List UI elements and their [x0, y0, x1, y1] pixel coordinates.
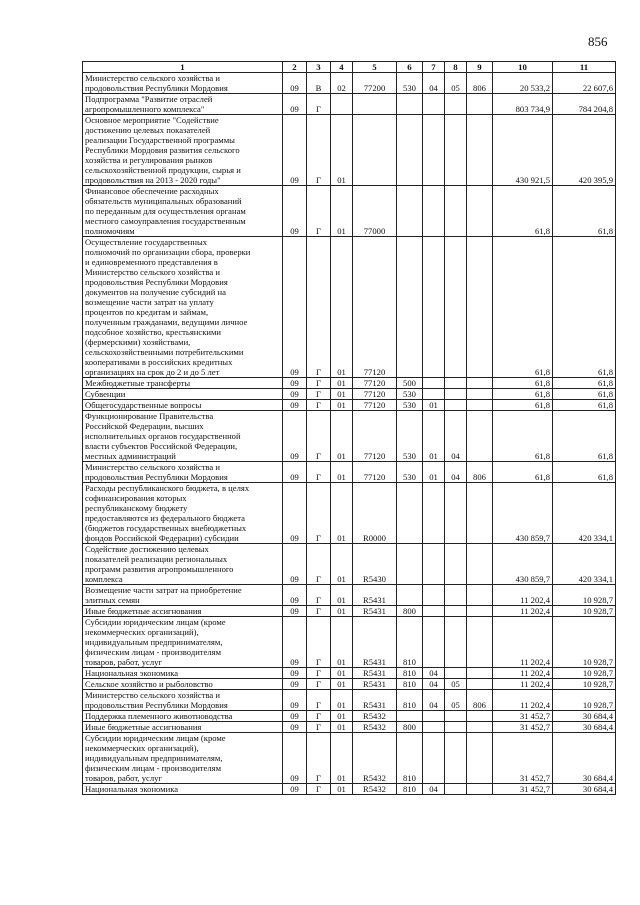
col8-cell	[445, 585, 467, 606]
col8-cell	[445, 784, 467, 795]
col9-cell	[467, 389, 493, 400]
col6-cell: 800	[397, 722, 423, 733]
col6-cell: 810	[397, 784, 423, 795]
page-number: 856	[588, 34, 608, 49]
amount-col10: 11 202,4	[493, 585, 553, 606]
amount-col11: 61,8	[553, 400, 616, 411]
col3-cell: Г	[307, 690, 331, 711]
amount-col11: 10 928,7	[553, 617, 616, 668]
col4-cell: 01	[331, 237, 353, 378]
col2-cell: 09	[283, 544, 307, 585]
col5-cell: R0000	[353, 483, 397, 544]
col3-cell: Г	[307, 411, 331, 462]
table-row	[83, 186, 616, 237]
col8-cell	[445, 94, 467, 115]
col7-cell: 04	[423, 679, 445, 690]
col7-cell: 01	[423, 462, 445, 483]
col8-cell	[445, 115, 467, 186]
table-row	[83, 237, 616, 378]
table-row	[83, 389, 616, 400]
col8-cell	[445, 733, 467, 784]
amount-col11: 30 684,4	[553, 784, 616, 795]
col6-cell	[397, 483, 423, 544]
col3-cell: Г	[307, 483, 331, 544]
col8-cell	[445, 186, 467, 237]
col7-cell	[423, 94, 445, 115]
col4-cell: 01	[331, 115, 353, 186]
col5-cell	[353, 115, 397, 186]
col7-cell	[423, 237, 445, 378]
row-name: Финансовое обеспечение расходных обязательств муниципальных образований по переданным для осуществления органам местного самоуправления государственным полномочиям	[83, 186, 283, 237]
col9-cell	[467, 115, 493, 186]
table-row	[83, 115, 616, 186]
col3-cell: Г	[307, 186, 331, 237]
col3-cell: Г	[307, 115, 331, 186]
col5-cell: R5430	[353, 544, 397, 585]
header-cell: 4	[331, 62, 353, 73]
col4-cell: 01	[331, 544, 353, 585]
col7-cell: 04	[423, 690, 445, 711]
col5-cell: R5431	[353, 679, 397, 690]
row-name: Расходы республиканского бюджета, в целях софинансирования которых республиканскому бюджету предоставляются из федерального бюджета (бюджетов государственных внебюджетных фондов Российской Федерации) субсидии	[83, 483, 283, 544]
amount-col11: 30 684,4	[553, 722, 616, 733]
amount-col10: 31 452,7	[493, 711, 553, 722]
table-row	[83, 733, 616, 784]
col3-cell: Г	[307, 237, 331, 378]
row-name: Национальная экономика	[83, 784, 283, 795]
col6-cell: 810	[397, 679, 423, 690]
col6-cell: 810	[397, 617, 423, 668]
col7-cell	[423, 585, 445, 606]
amount-col10: 31 452,7	[493, 722, 553, 733]
col8-cell	[445, 544, 467, 585]
col6-cell: 530	[397, 389, 423, 400]
col9-cell	[467, 544, 493, 585]
col2-cell: 09	[283, 585, 307, 606]
amount-col10: 61,8	[493, 400, 553, 411]
col7-cell	[423, 389, 445, 400]
row-name: Содействие достижению целевых показателей реализации региональных программ развития агропромышленного комплекса	[83, 544, 283, 585]
amount-col11: 61,8	[553, 411, 616, 462]
table-row	[83, 544, 616, 585]
amount-col10: 31 452,7	[493, 784, 553, 795]
amount-col10: 61,8	[493, 462, 553, 483]
col6-cell	[397, 115, 423, 186]
col2-cell: 09	[283, 784, 307, 795]
col7-cell: 04	[423, 784, 445, 795]
amount-col11: 61,8	[553, 389, 616, 400]
amount-col10: 61,8	[493, 186, 553, 237]
col5-cell: 77000	[353, 186, 397, 237]
col8-cell	[445, 722, 467, 733]
amount-col10: 430 859,7	[493, 483, 553, 544]
col9-cell	[467, 237, 493, 378]
table-row	[83, 711, 616, 722]
col2-cell: 09	[283, 668, 307, 679]
row-name: Иные бюджетные ассигнования	[83, 722, 283, 733]
table-row	[83, 784, 616, 795]
col3-cell: Г	[307, 606, 331, 617]
col5-cell: R5432	[353, 733, 397, 784]
col5-cell: R5432	[353, 711, 397, 722]
amount-col11: 61,8	[553, 186, 616, 237]
col6-cell: 810	[397, 668, 423, 679]
col6-cell	[397, 585, 423, 606]
col8-cell	[445, 400, 467, 411]
col2-cell: 09	[283, 186, 307, 237]
row-name: Министерство сельского хозяйства и продовольствия Республики Мордовия	[83, 73, 283, 94]
col3-cell: Г	[307, 400, 331, 411]
col4-cell: 01	[331, 668, 353, 679]
col5-cell: 77120	[353, 237, 397, 378]
amount-col11: 22 607,6	[553, 73, 616, 94]
col9-cell	[467, 186, 493, 237]
col3-cell: В	[307, 73, 331, 94]
table-row	[83, 400, 616, 411]
col2-cell: 09	[283, 400, 307, 411]
col8-cell	[445, 389, 467, 400]
row-name: Сельское хозяйство и рыболовство	[83, 679, 283, 690]
col3-cell: Г	[307, 722, 331, 733]
row-name: Поддержка племенного животноводства	[83, 711, 283, 722]
col9-cell: 806	[467, 73, 493, 94]
col9-cell	[467, 617, 493, 668]
col3-cell: Г	[307, 544, 331, 585]
col3-cell: Г	[307, 378, 331, 389]
col9-cell	[467, 585, 493, 606]
col7-cell	[423, 606, 445, 617]
col5-cell: R5431	[353, 690, 397, 711]
row-name: Функционирование Правительства Российской Федерации, высших исполнительных органов государственной власти субъектов Российской Федерации, местных администраций	[83, 411, 283, 462]
col4-cell: 01	[331, 378, 353, 389]
amount-col11: 10 928,7	[553, 585, 616, 606]
col5-cell: 77120	[353, 411, 397, 462]
col9-cell	[467, 733, 493, 784]
col5-cell	[353, 94, 397, 115]
col5-cell: R5431	[353, 585, 397, 606]
col6-cell	[397, 711, 423, 722]
col8-cell: 05	[445, 690, 467, 711]
amount-col10: 20 533,2	[493, 73, 553, 94]
amount-col10: 11 202,4	[493, 606, 553, 617]
col3-cell: Г	[307, 585, 331, 606]
col9-cell	[467, 411, 493, 462]
col6-cell: 530	[397, 400, 423, 411]
amount-col10: 803 734,9	[493, 94, 553, 115]
col6-cell: 530	[397, 462, 423, 483]
col4-cell	[331, 94, 353, 115]
col6-cell: 810	[397, 690, 423, 711]
row-name: Иные бюджетные ассигнования	[83, 606, 283, 617]
header-cell: 10	[493, 62, 553, 73]
col4-cell: 01	[331, 585, 353, 606]
header-cell: 1	[83, 62, 283, 73]
col8-cell	[445, 483, 467, 544]
col2-cell: 09	[283, 115, 307, 186]
col4-cell: 01	[331, 679, 353, 690]
col3-cell: Г	[307, 617, 331, 668]
amount-col10: 11 202,4	[493, 668, 553, 679]
col7-cell	[423, 483, 445, 544]
col6-cell: 500	[397, 378, 423, 389]
header-cell: 6	[397, 62, 423, 73]
col7-cell	[423, 711, 445, 722]
col5-cell: R5431	[353, 617, 397, 668]
row-name: Основное мероприятие "Содействие достижению целевых показателей реализации Государственной программы Республики Мордовия развития сельского хозяйства и регулирования рынков сельскохозяйственной продукции, сырья и продовольствия на 2013 - 2020 годы"	[83, 115, 283, 186]
col7-cell	[423, 378, 445, 389]
table-row	[83, 668, 616, 679]
col2-cell: 09	[283, 617, 307, 668]
col2-cell: 09	[283, 462, 307, 483]
col3-cell: Г	[307, 389, 331, 400]
col3-cell: Г	[307, 784, 331, 795]
col8-cell: 04	[445, 462, 467, 483]
col5-cell: 77120	[353, 462, 397, 483]
col9-cell	[467, 378, 493, 389]
col7-cell	[423, 722, 445, 733]
amount-col10: 11 202,4	[493, 679, 553, 690]
row-name: Национальная экономика	[83, 668, 283, 679]
col2-cell: 09	[283, 94, 307, 115]
col4-cell: 02	[331, 73, 353, 94]
col4-cell: 01	[331, 711, 353, 722]
amount-col11: 61,8	[553, 378, 616, 389]
col4-cell: 01	[331, 784, 353, 795]
row-name: Межбюджетные трансферты	[83, 378, 283, 389]
budget-table	[82, 61, 616, 795]
row-name: Общегосударственные вопросы	[83, 400, 283, 411]
amount-col11: 10 928,7	[553, 668, 616, 679]
col8-cell	[445, 711, 467, 722]
row-name: Осуществление государственных полномочий по организации сбора, проверки и единовременного представления в Министерство сельского хозяйства и продовольствия Республики Мордовия документов на получение субсидий на возмещение части затрат на уплату процентов по кредитам и займам, полученным гражданами, ведущими личное подсобное хозяйство, крестьянскими (фермерскими) хозяйствами, сельскохозяйственными потребительскими кооперативами в российских кредитных организациях на срок до 2 и до 5 лет	[83, 237, 283, 378]
col9-cell	[467, 679, 493, 690]
table-row	[83, 679, 616, 690]
table-row	[83, 722, 616, 733]
col2-cell: 09	[283, 733, 307, 784]
col4-cell: 01	[331, 483, 353, 544]
col7-cell	[423, 733, 445, 784]
amount-col11: 30 684,4	[553, 733, 616, 784]
col4-cell: 01	[331, 411, 353, 462]
table-row	[83, 585, 616, 606]
amount-col10: 11 202,4	[493, 690, 553, 711]
amount-col10: 31 452,7	[493, 733, 553, 784]
amount-col11: 420 395,9	[553, 115, 616, 186]
col7-cell: 04	[423, 668, 445, 679]
table-row	[83, 73, 616, 94]
col5-cell: 77120	[353, 389, 397, 400]
header-row	[83, 62, 616, 73]
col8-cell	[445, 378, 467, 389]
table-row	[83, 606, 616, 617]
amount-col11: 784 204,8	[553, 94, 616, 115]
col8-cell	[445, 668, 467, 679]
col3-cell: Г	[307, 462, 331, 483]
col8-cell: 05	[445, 679, 467, 690]
col4-cell: 01	[331, 606, 353, 617]
col7-cell	[423, 186, 445, 237]
amount-col11: 30 684,4	[553, 711, 616, 722]
col9-cell: 806	[467, 462, 493, 483]
col6-cell	[397, 237, 423, 378]
col8-cell	[445, 237, 467, 378]
col9-cell	[467, 668, 493, 679]
col9-cell	[467, 711, 493, 722]
col9-cell	[467, 400, 493, 411]
amount-col10: 61,8	[493, 378, 553, 389]
amount-col11: 10 928,7	[553, 690, 616, 711]
header-cell: 3	[307, 62, 331, 73]
row-name: Субсидии юридическим лицам (кроме некоммерческих организаций), индивидуальным предпринимателям, физическим лицам - производителям товаров, работ, услуг	[83, 617, 283, 668]
col2-cell: 09	[283, 389, 307, 400]
amount-col10: 61,8	[493, 237, 553, 378]
col4-cell: 01	[331, 400, 353, 411]
row-name: Субвенции	[83, 389, 283, 400]
table-row	[83, 483, 616, 544]
col9-cell	[467, 784, 493, 795]
col6-cell	[397, 186, 423, 237]
col5-cell: R5432	[353, 784, 397, 795]
col2-cell: 09	[283, 378, 307, 389]
header-cell: 9	[467, 62, 493, 73]
col3-cell: Г	[307, 679, 331, 690]
col6-cell: 810	[397, 733, 423, 784]
table-row	[83, 617, 616, 668]
col7-cell	[423, 115, 445, 186]
col2-cell: 09	[283, 690, 307, 711]
col7-cell: 01	[423, 400, 445, 411]
amount-col10: 11 202,4	[493, 617, 553, 668]
col4-cell: 01	[331, 617, 353, 668]
col8-cell: 05	[445, 73, 467, 94]
table-row	[83, 94, 616, 115]
col5-cell: R5431	[353, 606, 397, 617]
header-cell: 8	[445, 62, 467, 73]
col6-cell: 800	[397, 606, 423, 617]
amount-col10: 430 921,5	[493, 115, 553, 186]
table-row	[83, 690, 616, 711]
col5-cell: R5431	[353, 668, 397, 679]
col4-cell: 01	[331, 462, 353, 483]
col2-cell: 09	[283, 483, 307, 544]
table-row	[83, 462, 616, 483]
amount-col10: 61,8	[493, 411, 553, 462]
col5-cell: R5432	[353, 722, 397, 733]
table-row	[83, 378, 616, 389]
col6-cell	[397, 94, 423, 115]
amount-col10: 430 859,7	[493, 544, 553, 585]
col2-cell: 09	[283, 711, 307, 722]
row-name: Министерство сельского хозяйства и продовольствия Республики Мордовия	[83, 462, 283, 483]
header-cell: 11	[553, 62, 616, 73]
row-name: Субсидии юридическим лицам (кроме некоммерческих организаций), индивидуальным предпринимателям, физическим лицам - производителям товаров, работ, услуг	[83, 733, 283, 784]
col6-cell	[397, 544, 423, 585]
col5-cell: 77120	[353, 378, 397, 389]
col4-cell: 01	[331, 690, 353, 711]
col3-cell: Г	[307, 733, 331, 784]
col2-cell: 09	[283, 606, 307, 617]
col4-cell: 01	[331, 733, 353, 784]
row-name: Подпрограмма "Развитие отраслей агропромышленного комплекса"	[83, 94, 283, 115]
col6-cell: 530	[397, 73, 423, 94]
col5-cell: 77200	[353, 73, 397, 94]
col7-cell	[423, 544, 445, 585]
col4-cell: 01	[331, 722, 353, 733]
amount-col11: 10 928,7	[553, 679, 616, 690]
col8-cell	[445, 606, 467, 617]
col7-cell: 04	[423, 73, 445, 94]
table-row	[83, 411, 616, 462]
header-cell: 2	[283, 62, 307, 73]
col2-cell: 09	[283, 73, 307, 94]
amount-col10: 61,8	[493, 389, 553, 400]
amount-col11: 420 334,1	[553, 544, 616, 585]
header-cell: 5	[353, 62, 397, 73]
row-name: Министерство сельского хозяйства и продовольствия Республики Мордовия	[83, 690, 283, 711]
col8-cell	[445, 617, 467, 668]
col7-cell: 01	[423, 411, 445, 462]
col7-cell	[423, 617, 445, 668]
amount-col11: 10 928,7	[553, 606, 616, 617]
amount-col11: 61,8	[553, 462, 616, 483]
col5-cell: 77120	[353, 400, 397, 411]
col2-cell: 09	[283, 411, 307, 462]
col2-cell: 09	[283, 722, 307, 733]
col6-cell: 530	[397, 411, 423, 462]
col3-cell: Г	[307, 711, 331, 722]
col9-cell	[467, 722, 493, 733]
col2-cell: 09	[283, 679, 307, 690]
col9-cell	[467, 606, 493, 617]
col2-cell: 09	[283, 237, 307, 378]
col4-cell: 01	[331, 186, 353, 237]
col4-cell: 01	[331, 389, 353, 400]
col3-cell: Г	[307, 94, 331, 115]
col3-cell: Г	[307, 668, 331, 679]
amount-col11: 420 334,1	[553, 483, 616, 544]
header-cell: 7	[423, 62, 445, 73]
col9-cell	[467, 483, 493, 544]
col8-cell: 04	[445, 411, 467, 462]
row-name: Возмещение части затрат на приобретение элитных семян	[83, 585, 283, 606]
col9-cell	[467, 94, 493, 115]
amount-col11: 61,8	[553, 237, 616, 378]
col9-cell: 806	[467, 690, 493, 711]
